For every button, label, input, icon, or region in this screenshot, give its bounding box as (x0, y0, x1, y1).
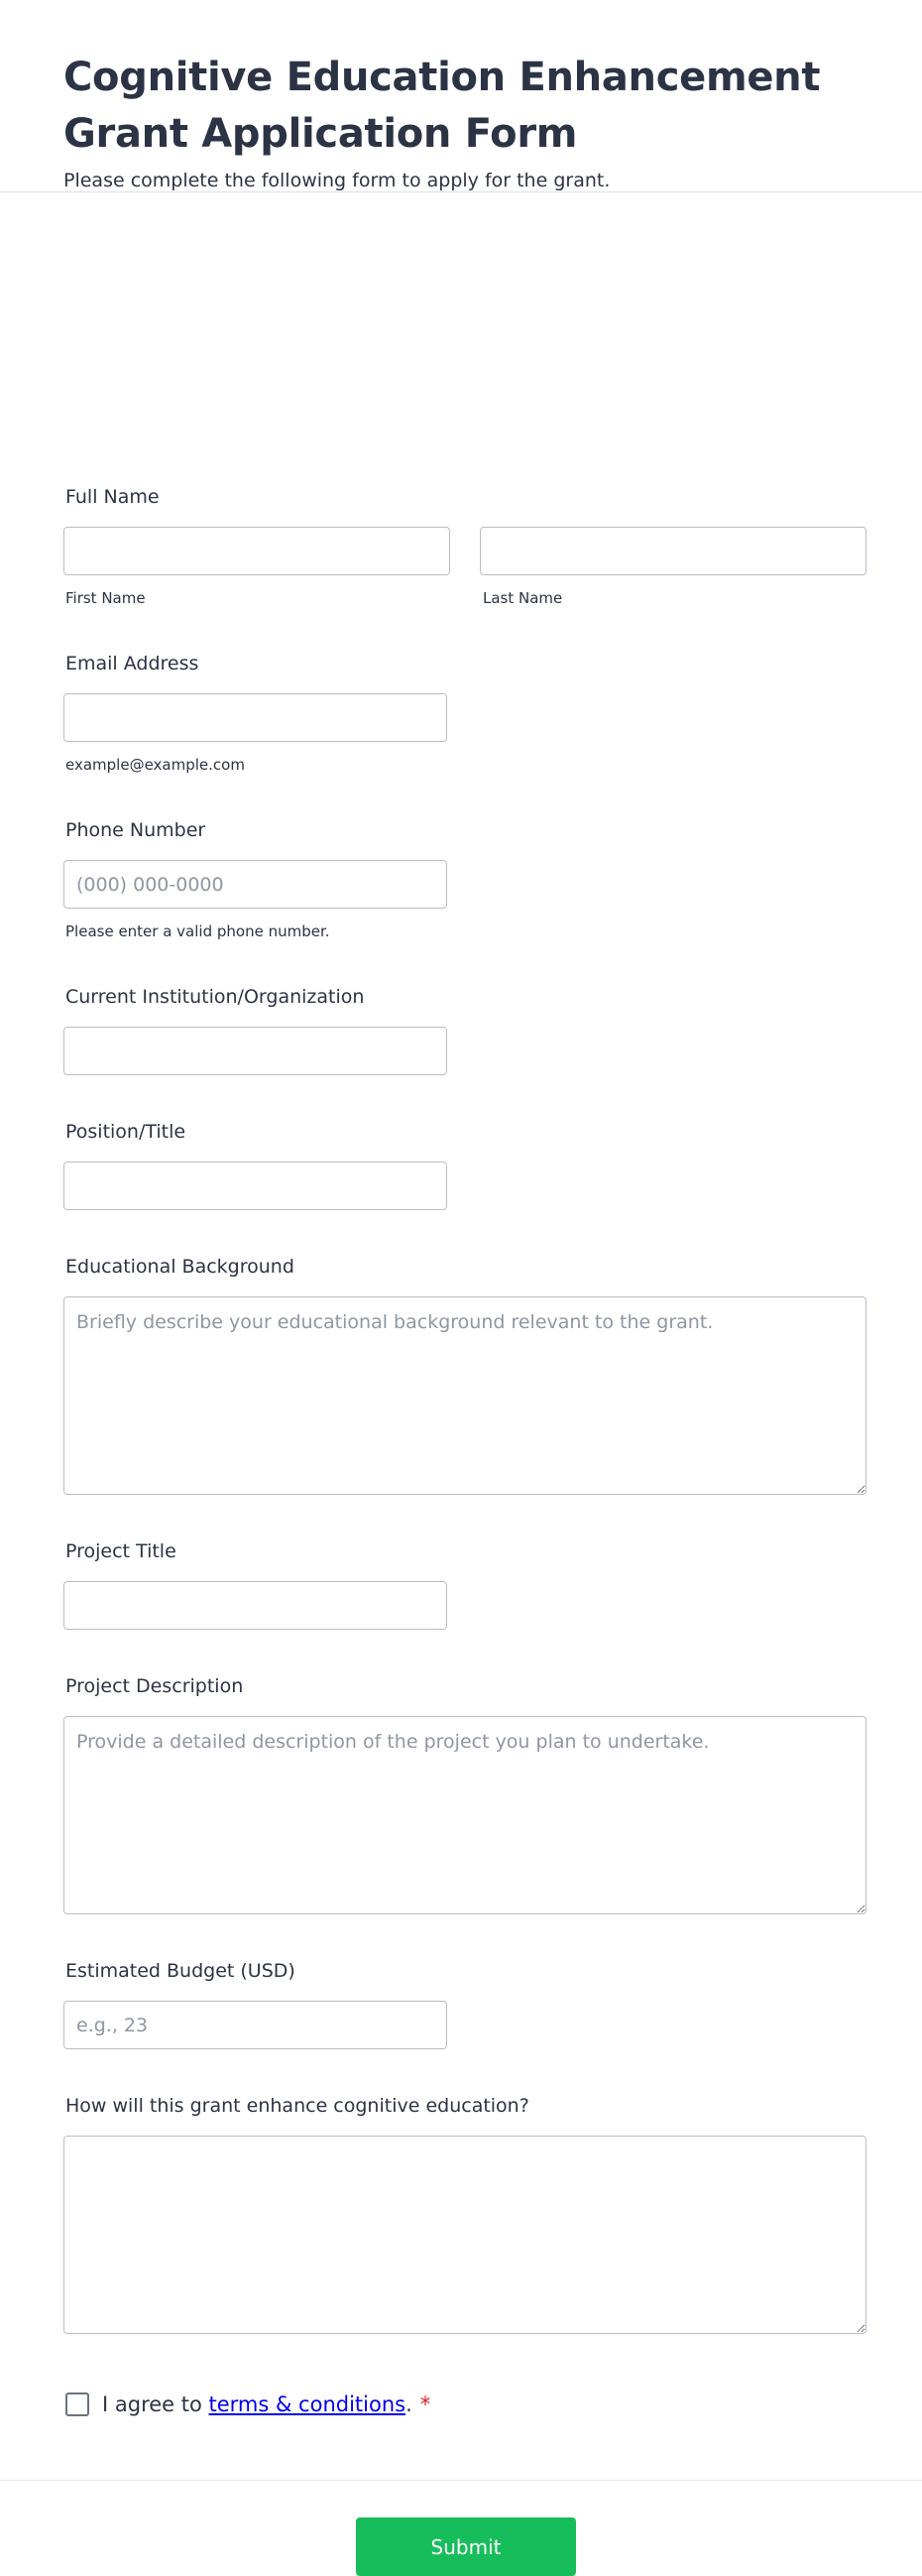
phone-input[interactable] (63, 860, 447, 909)
terms-row (65, 2392, 430, 2416)
enhancement-label: How will this grant enhance cognitive education? (65, 2095, 529, 2117)
email-sublabel: example@example.com (65, 756, 245, 774)
budget-label: Estimated Budget (USD) (65, 1960, 295, 1982)
education-textarea[interactable] (63, 1296, 866, 1495)
institution-label: Current Institution/Organization (65, 986, 365, 1008)
institution-input[interactable] (63, 1027, 447, 1075)
submit-button[interactable]: Submit (356, 2517, 576, 2576)
required-mark: * (419, 2392, 431, 2416)
project-description-textarea[interactable] (63, 1716, 866, 1914)
terms-link[interactable]: terms & conditions (208, 2392, 406, 2416)
terms-prefix: I agree to (102, 2392, 209, 2416)
enhancement-textarea[interactable] (63, 2136, 866, 2334)
phone-label: Phone Number (65, 819, 206, 841)
position-label: Position/Title (65, 1121, 186, 1143)
project-title-input[interactable] (63, 1581, 447, 1630)
terms-text (102, 2392, 412, 2416)
position-input[interactable] (63, 1162, 447, 1210)
page-subtitle: Please complete the following form to apply for the grant. (63, 170, 611, 191)
last-name-sublabel: Last Name (483, 589, 563, 607)
first-name-sublabel: First Name (65, 589, 146, 607)
terms-suffix: . (405, 2392, 412, 2416)
footer-divider (0, 2480, 922, 2481)
budget-input[interactable] (63, 2001, 447, 2049)
email-label: Email Address (65, 653, 199, 675)
education-label: Educational Background (65, 1256, 294, 1278)
phone-sublabel: Please enter a valid phone number. (65, 922, 330, 940)
project-title-label: Project Title (65, 1540, 176, 1562)
terms-checkbox[interactable] (65, 2392, 89, 2416)
first-name-input[interactable] (63, 527, 450, 575)
full-name-label: Full Name (65, 486, 160, 508)
page-title: Cognitive Education Enhancement Grant Application Form (63, 55, 821, 157)
project-description-label: Project Description (65, 1675, 244, 1697)
last-name-input[interactable] (480, 527, 866, 575)
form-header (0, 0, 922, 192)
email-input[interactable] (63, 693, 447, 742)
